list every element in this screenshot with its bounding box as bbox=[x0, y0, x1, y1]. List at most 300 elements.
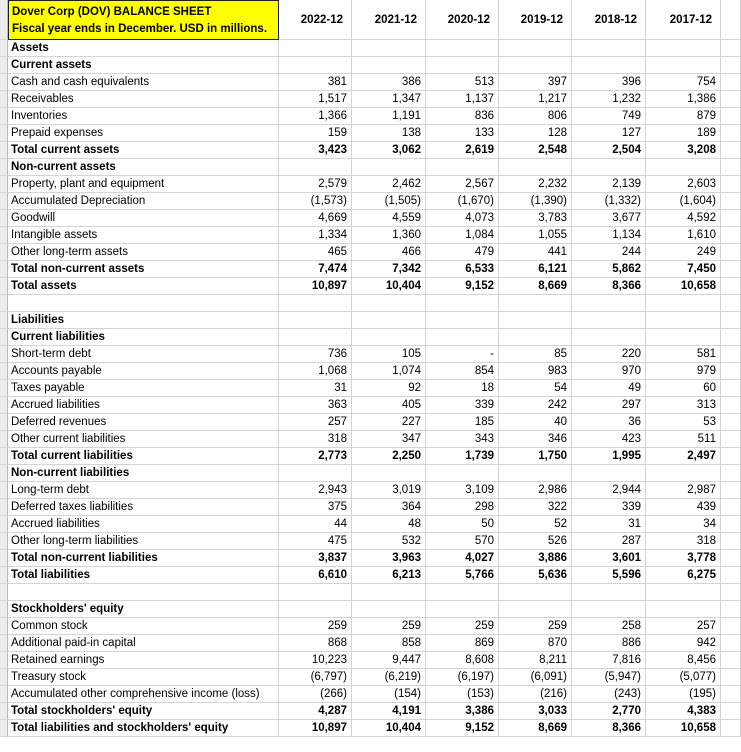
value-cell[interactable]: 983 bbox=[499, 363, 572, 380]
value-cell[interactable]: 4,383 bbox=[646, 703, 721, 720]
row-header[interactable] bbox=[0, 0, 8, 40]
value-cell[interactable]: 257 bbox=[279, 414, 352, 431]
value-cell[interactable]: 465 bbox=[279, 244, 352, 261]
value-cell[interactable]: 2,139 bbox=[572, 176, 646, 193]
value-cell[interactable]: 50 bbox=[426, 516, 499, 533]
value-cell[interactable] bbox=[646, 465, 721, 482]
year-header-2020[interactable]: 2020-12 bbox=[426, 0, 499, 40]
value-cell[interactable]: 886 bbox=[572, 635, 646, 652]
value-cell[interactable]: 3,208 bbox=[646, 142, 721, 159]
value-cell[interactable]: 3,886 bbox=[499, 550, 572, 567]
row-label-cell[interactable]: Accrued liabilities bbox=[8, 516, 279, 533]
row-header[interactable] bbox=[0, 720, 8, 737]
value-cell[interactable] bbox=[499, 57, 572, 74]
row-label-cell[interactable]: Intangible assets bbox=[8, 227, 279, 244]
value-cell[interactable]: 423 bbox=[572, 431, 646, 448]
value-cell[interactable]: (5,077) bbox=[646, 669, 721, 686]
empty-cell[interactable] bbox=[721, 91, 741, 108]
value-cell[interactable]: 1,610 bbox=[646, 227, 721, 244]
empty-cell[interactable] bbox=[721, 176, 741, 193]
value-cell[interactable] bbox=[352, 329, 426, 346]
value-cell[interactable] bbox=[426, 312, 499, 329]
value-cell[interactable]: 869 bbox=[426, 635, 499, 652]
value-cell[interactable]: 854 bbox=[426, 363, 499, 380]
value-cell[interactable]: 2,462 bbox=[352, 176, 426, 193]
value-cell[interactable]: 397 bbox=[499, 74, 572, 91]
row-label-cell[interactable]: Other long-term liabilities bbox=[8, 533, 279, 550]
row-header[interactable] bbox=[0, 74, 8, 91]
value-cell[interactable] bbox=[646, 40, 721, 57]
value-cell[interactable] bbox=[499, 601, 572, 618]
value-cell[interactable]: 3,423 bbox=[279, 142, 352, 159]
row-header[interactable] bbox=[0, 584, 8, 601]
value-cell[interactable]: 1,055 bbox=[499, 227, 572, 244]
empty-cell[interactable] bbox=[721, 261, 741, 278]
value-cell[interactable]: 297 bbox=[572, 397, 646, 414]
empty-cell[interactable] bbox=[721, 244, 741, 261]
value-cell[interactable] bbox=[279, 295, 352, 312]
value-cell[interactable]: 364 bbox=[352, 499, 426, 516]
value-cell[interactable]: 1,334 bbox=[279, 227, 352, 244]
empty-cell[interactable] bbox=[721, 635, 741, 652]
empty-cell[interactable] bbox=[721, 210, 741, 227]
row-label-cell[interactable]: Liabilities bbox=[8, 312, 279, 329]
value-cell[interactable]: (1,573) bbox=[279, 193, 352, 210]
row-label-cell[interactable]: Accumulated other comprehensive income (loss) bbox=[8, 686, 279, 703]
row-label-cell[interactable]: Accounts payable bbox=[8, 363, 279, 380]
value-cell[interactable] bbox=[572, 584, 646, 601]
value-cell[interactable]: 7,474 bbox=[279, 261, 352, 278]
value-cell[interactable]: 4,027 bbox=[426, 550, 499, 567]
empty-cell[interactable] bbox=[721, 159, 741, 176]
value-cell[interactable]: (6,091) bbox=[499, 669, 572, 686]
row-label-cell[interactable]: Long-term debt bbox=[8, 482, 279, 499]
value-cell[interactable]: (6,197) bbox=[426, 669, 499, 686]
value-cell[interactable]: 8,366 bbox=[572, 278, 646, 295]
value-cell[interactable]: 6,610 bbox=[279, 567, 352, 584]
row-label-cell[interactable]: Total current liabilities bbox=[8, 448, 279, 465]
value-cell[interactable]: 1,137 bbox=[426, 91, 499, 108]
value-cell[interactable]: 3,677 bbox=[572, 210, 646, 227]
value-cell[interactable]: 441 bbox=[499, 244, 572, 261]
value-cell[interactable] bbox=[572, 601, 646, 618]
value-cell[interactable] bbox=[352, 57, 426, 74]
empty-cell[interactable] bbox=[721, 227, 741, 244]
value-cell[interactable]: 479 bbox=[426, 244, 499, 261]
value-cell[interactable]: 10,223 bbox=[279, 652, 352, 669]
value-cell[interactable]: 128 bbox=[499, 125, 572, 142]
value-cell[interactable] bbox=[279, 465, 352, 482]
value-cell[interactable] bbox=[279, 329, 352, 346]
value-cell[interactable] bbox=[279, 312, 352, 329]
value-cell[interactable]: 8,211 bbox=[499, 652, 572, 669]
row-label-cell[interactable] bbox=[8, 584, 279, 601]
value-cell[interactable]: 347 bbox=[352, 431, 426, 448]
year-header-2018[interactable]: 2018-12 bbox=[572, 0, 646, 40]
value-cell[interactable]: 2,603 bbox=[646, 176, 721, 193]
value-cell[interactable]: 581 bbox=[646, 346, 721, 363]
value-cell[interactable] bbox=[572, 295, 646, 312]
value-cell[interactable]: 2,497 bbox=[646, 448, 721, 465]
value-cell[interactable] bbox=[646, 312, 721, 329]
value-cell[interactable]: 6,275 bbox=[646, 567, 721, 584]
value-cell[interactable]: 259 bbox=[499, 618, 572, 635]
value-cell[interactable]: 259 bbox=[279, 618, 352, 635]
value-cell[interactable] bbox=[426, 159, 499, 176]
value-cell[interactable]: 3,963 bbox=[352, 550, 426, 567]
value-cell[interactable]: 1,995 bbox=[572, 448, 646, 465]
value-cell[interactable]: 4,287 bbox=[279, 703, 352, 720]
empty-cell[interactable] bbox=[721, 57, 741, 74]
value-cell[interactable] bbox=[426, 601, 499, 618]
value-cell[interactable]: 105 bbox=[352, 346, 426, 363]
value-cell[interactable]: 870 bbox=[499, 635, 572, 652]
value-cell[interactable] bbox=[426, 584, 499, 601]
value-cell[interactable]: (6,797) bbox=[279, 669, 352, 686]
empty-cell[interactable] bbox=[721, 329, 741, 346]
empty-cell[interactable] bbox=[721, 312, 741, 329]
value-cell[interactable]: 806 bbox=[499, 108, 572, 125]
value-cell[interactable]: 339 bbox=[572, 499, 646, 516]
value-cell[interactable] bbox=[352, 295, 426, 312]
row-header[interactable] bbox=[0, 329, 8, 346]
value-cell[interactable] bbox=[279, 159, 352, 176]
value-cell[interactable]: (243) bbox=[572, 686, 646, 703]
value-cell[interactable] bbox=[426, 40, 499, 57]
value-cell[interactable]: 52 bbox=[499, 516, 572, 533]
row-header[interactable] bbox=[0, 193, 8, 210]
row-label-cell[interactable]: Prepaid expenses bbox=[8, 125, 279, 142]
value-cell[interactable]: 570 bbox=[426, 533, 499, 550]
row-header[interactable] bbox=[0, 414, 8, 431]
year-header-2021[interactable]: 2021-12 bbox=[352, 0, 426, 40]
value-cell[interactable]: 313 bbox=[646, 397, 721, 414]
row-header[interactable] bbox=[0, 652, 8, 669]
value-cell[interactable]: 1,386 bbox=[646, 91, 721, 108]
row-header[interactable] bbox=[0, 635, 8, 652]
value-cell[interactable]: 138 bbox=[352, 125, 426, 142]
row-label-cell[interactable]: Taxes payable bbox=[8, 380, 279, 397]
empty-cell[interactable] bbox=[721, 295, 741, 312]
value-cell[interactable]: 8,366 bbox=[572, 720, 646, 737]
value-cell[interactable]: 189 bbox=[646, 125, 721, 142]
row-header[interactable] bbox=[0, 669, 8, 686]
value-cell[interactable]: 343 bbox=[426, 431, 499, 448]
value-cell[interactable]: 979 bbox=[646, 363, 721, 380]
value-cell[interactable]: 1,232 bbox=[572, 91, 646, 108]
value-cell[interactable]: 10,658 bbox=[646, 720, 721, 737]
value-cell[interactable]: (266) bbox=[279, 686, 352, 703]
value-cell[interactable]: (5,947) bbox=[572, 669, 646, 686]
row-label-cell[interactable]: Deferred revenues bbox=[8, 414, 279, 431]
value-cell[interactable]: 2,770 bbox=[572, 703, 646, 720]
value-cell[interactable]: 259 bbox=[426, 618, 499, 635]
value-cell[interactable]: (1,332) bbox=[572, 193, 646, 210]
value-cell[interactable] bbox=[499, 465, 572, 482]
value-cell[interactable]: 242 bbox=[499, 397, 572, 414]
value-cell[interactable]: 31 bbox=[572, 516, 646, 533]
value-cell[interactable] bbox=[426, 465, 499, 482]
empty-cell[interactable] bbox=[721, 74, 741, 91]
value-cell[interactable]: 439 bbox=[646, 499, 721, 516]
value-cell[interactable]: 749 bbox=[572, 108, 646, 125]
row-header[interactable] bbox=[0, 261, 8, 278]
value-cell[interactable]: 6,533 bbox=[426, 261, 499, 278]
value-cell[interactable]: 40 bbox=[499, 414, 572, 431]
empty-cell[interactable] bbox=[721, 686, 741, 703]
value-cell[interactable] bbox=[646, 159, 721, 176]
empty-cell[interactable] bbox=[721, 601, 741, 618]
row-label-cell[interactable]: Other long-term assets bbox=[8, 244, 279, 261]
value-cell[interactable] bbox=[499, 40, 572, 57]
empty-cell[interactable] bbox=[721, 703, 741, 720]
row-header[interactable] bbox=[0, 91, 8, 108]
value-cell[interactable]: 9,152 bbox=[426, 720, 499, 737]
row-label-cell[interactable]: Retained earnings bbox=[8, 652, 279, 669]
value-cell[interactable]: 5,636 bbox=[499, 567, 572, 584]
value-cell[interactable]: 511 bbox=[646, 431, 721, 448]
row-header[interactable] bbox=[0, 278, 8, 295]
value-cell[interactable] bbox=[279, 601, 352, 618]
value-cell[interactable]: 53 bbox=[646, 414, 721, 431]
value-cell[interactable]: 4,592 bbox=[646, 210, 721, 227]
value-cell[interactable] bbox=[499, 584, 572, 601]
value-cell[interactable]: 54 bbox=[499, 380, 572, 397]
value-cell[interactable]: 3,837 bbox=[279, 550, 352, 567]
row-label-cell[interactable]: Total non-current assets bbox=[8, 261, 279, 278]
value-cell[interactable]: 10,404 bbox=[352, 720, 426, 737]
row-header[interactable] bbox=[0, 465, 8, 482]
value-cell[interactable]: 754 bbox=[646, 74, 721, 91]
value-cell[interactable]: 318 bbox=[646, 533, 721, 550]
value-cell[interactable]: 405 bbox=[352, 397, 426, 414]
value-cell[interactable] bbox=[572, 465, 646, 482]
value-cell[interactable] bbox=[646, 329, 721, 346]
value-cell[interactable]: (1,505) bbox=[352, 193, 426, 210]
empty-cell[interactable] bbox=[721, 380, 741, 397]
row-header[interactable] bbox=[0, 380, 8, 397]
row-header[interactable] bbox=[0, 40, 8, 57]
row-header[interactable] bbox=[0, 363, 8, 380]
value-cell[interactable] bbox=[499, 329, 572, 346]
value-cell[interactable]: 2,944 bbox=[572, 482, 646, 499]
row-header[interactable] bbox=[0, 618, 8, 635]
value-cell[interactable]: 257 bbox=[646, 618, 721, 635]
value-cell[interactable]: (195) bbox=[646, 686, 721, 703]
value-cell[interactable]: 249 bbox=[646, 244, 721, 261]
row-label-cell[interactable] bbox=[8, 295, 279, 312]
value-cell[interactable]: 7,816 bbox=[572, 652, 646, 669]
value-cell[interactable]: 34 bbox=[646, 516, 721, 533]
row-label-cell[interactable]: Total non-current liabilities bbox=[8, 550, 279, 567]
value-cell[interactable] bbox=[352, 312, 426, 329]
value-cell[interactable]: 127 bbox=[572, 125, 646, 142]
value-cell[interactable] bbox=[572, 312, 646, 329]
empty-cell[interactable] bbox=[721, 108, 741, 125]
empty-cell[interactable] bbox=[721, 567, 741, 584]
value-cell[interactable]: 381 bbox=[279, 74, 352, 91]
value-cell[interactable]: 36 bbox=[572, 414, 646, 431]
row-label-cell[interactable]: Stockholders' equity bbox=[8, 601, 279, 618]
value-cell[interactable]: 60 bbox=[646, 380, 721, 397]
value-cell[interactable]: 3,601 bbox=[572, 550, 646, 567]
value-cell[interactable]: 346 bbox=[499, 431, 572, 448]
value-cell[interactable] bbox=[572, 329, 646, 346]
value-cell[interactable]: 159 bbox=[279, 125, 352, 142]
empty-cell[interactable] bbox=[721, 516, 741, 533]
value-cell[interactable] bbox=[352, 601, 426, 618]
row-label-cell[interactable]: Goodwill bbox=[8, 210, 279, 227]
value-cell[interactable]: 18 bbox=[426, 380, 499, 397]
empty-cell[interactable] bbox=[721, 618, 741, 635]
value-cell[interactable]: 1,347 bbox=[352, 91, 426, 108]
value-cell[interactable] bbox=[646, 57, 721, 74]
value-cell[interactable] bbox=[279, 57, 352, 74]
value-cell[interactable]: 1,750 bbox=[499, 448, 572, 465]
value-cell[interactable]: 3,019 bbox=[352, 482, 426, 499]
value-cell[interactable]: 526 bbox=[499, 533, 572, 550]
row-label-cell[interactable]: Total liabilities and stockholders' equity bbox=[8, 720, 279, 737]
row-header[interactable] bbox=[0, 431, 8, 448]
value-cell[interactable] bbox=[426, 57, 499, 74]
row-header[interactable] bbox=[0, 516, 8, 533]
value-cell[interactable]: (154) bbox=[352, 686, 426, 703]
row-label-cell[interactable]: Cash and cash equivalents bbox=[8, 74, 279, 91]
value-cell[interactable]: 1,084 bbox=[426, 227, 499, 244]
value-cell[interactable]: 836 bbox=[426, 108, 499, 125]
row-header[interactable] bbox=[0, 142, 8, 159]
value-cell[interactable] bbox=[499, 295, 572, 312]
row-header[interactable] bbox=[0, 550, 8, 567]
value-cell[interactable]: 3,033 bbox=[499, 703, 572, 720]
value-cell[interactable]: 942 bbox=[646, 635, 721, 652]
value-cell[interactable]: 8,669 bbox=[499, 720, 572, 737]
value-cell[interactable]: 3,778 bbox=[646, 550, 721, 567]
value-cell[interactable]: 9,152 bbox=[426, 278, 499, 295]
value-cell[interactable]: 858 bbox=[352, 635, 426, 652]
value-cell[interactable]: 318 bbox=[279, 431, 352, 448]
row-label-cell[interactable]: Property, plant and equipment bbox=[8, 176, 279, 193]
row-header[interactable] bbox=[0, 448, 8, 465]
row-header[interactable] bbox=[0, 159, 8, 176]
row-label-cell[interactable]: Receivables bbox=[8, 91, 279, 108]
value-cell[interactable]: 1,074 bbox=[352, 363, 426, 380]
value-cell[interactable]: 1,517 bbox=[279, 91, 352, 108]
value-cell[interactable]: 3,783 bbox=[499, 210, 572, 227]
empty-cell[interactable] bbox=[721, 550, 741, 567]
empty-cell[interactable] bbox=[721, 448, 741, 465]
value-cell[interactable] bbox=[646, 601, 721, 618]
value-cell[interactable]: 2,548 bbox=[499, 142, 572, 159]
value-cell[interactable]: 868 bbox=[279, 635, 352, 652]
value-cell[interactable]: (1,670) bbox=[426, 193, 499, 210]
value-cell[interactable]: 879 bbox=[646, 108, 721, 125]
empty-cell[interactable] bbox=[721, 720, 741, 737]
empty-cell[interactable] bbox=[721, 669, 741, 686]
value-cell[interactable]: 92 bbox=[352, 380, 426, 397]
row-label-cell[interactable]: Other current liabilities bbox=[8, 431, 279, 448]
value-cell[interactable]: 4,073 bbox=[426, 210, 499, 227]
row-label-cell[interactable]: Deferred taxes liabilities bbox=[8, 499, 279, 516]
empty-cell[interactable] bbox=[721, 414, 741, 431]
row-label-cell[interactable]: Accumulated Depreciation bbox=[8, 193, 279, 210]
value-cell[interactable]: 1,191 bbox=[352, 108, 426, 125]
value-cell[interactable] bbox=[352, 584, 426, 601]
row-header[interactable] bbox=[0, 295, 8, 312]
row-header[interactable] bbox=[0, 703, 8, 720]
row-label-cell[interactable]: Short-term debt bbox=[8, 346, 279, 363]
value-cell[interactable]: 970 bbox=[572, 363, 646, 380]
value-cell[interactable]: 10,897 bbox=[279, 720, 352, 737]
value-cell[interactable]: 322 bbox=[499, 499, 572, 516]
value-cell[interactable]: 5,862 bbox=[572, 261, 646, 278]
value-cell[interactable]: 8,456 bbox=[646, 652, 721, 669]
value-cell[interactable] bbox=[426, 295, 499, 312]
value-cell[interactable]: 9,447 bbox=[352, 652, 426, 669]
row-header[interactable] bbox=[0, 57, 8, 74]
row-label-cell[interactable]: Assets bbox=[8, 40, 279, 57]
row-label-cell[interactable]: Treasury stock bbox=[8, 669, 279, 686]
row-label-cell[interactable]: Inventories bbox=[8, 108, 279, 125]
row-header[interactable] bbox=[0, 125, 8, 142]
value-cell[interactable]: 1,217 bbox=[499, 91, 572, 108]
value-cell[interactable] bbox=[499, 312, 572, 329]
value-cell[interactable]: 2,619 bbox=[426, 142, 499, 159]
empty-cell[interactable] bbox=[721, 397, 741, 414]
row-header[interactable] bbox=[0, 567, 8, 584]
value-cell[interactable]: 133 bbox=[426, 125, 499, 142]
value-cell[interactable]: 3,109 bbox=[426, 482, 499, 499]
value-cell[interactable]: (153) bbox=[426, 686, 499, 703]
value-cell[interactable]: 10,404 bbox=[352, 278, 426, 295]
row-header[interactable] bbox=[0, 397, 8, 414]
value-cell[interactable] bbox=[572, 57, 646, 74]
value-cell[interactable]: (216) bbox=[499, 686, 572, 703]
value-cell[interactable]: 10,897 bbox=[279, 278, 352, 295]
value-cell[interactable]: 2,579 bbox=[279, 176, 352, 193]
value-cell[interactable]: 466 bbox=[352, 244, 426, 261]
year-header-2019[interactable]: 2019-12 bbox=[499, 0, 572, 40]
value-cell[interactable]: 339 bbox=[426, 397, 499, 414]
row-label-cell[interactable]: Total current assets bbox=[8, 142, 279, 159]
row-label-cell[interactable]: Current assets bbox=[8, 57, 279, 74]
value-cell[interactable]: 7,450 bbox=[646, 261, 721, 278]
row-label-cell[interactable]: Current liabilities bbox=[8, 329, 279, 346]
row-header[interactable] bbox=[0, 601, 8, 618]
value-cell[interactable]: 2,943 bbox=[279, 482, 352, 499]
value-cell[interactable]: 4,559 bbox=[352, 210, 426, 227]
row-header[interactable] bbox=[0, 108, 8, 125]
value-cell[interactable]: 5,766 bbox=[426, 567, 499, 584]
empty-cell[interactable] bbox=[721, 499, 741, 516]
value-cell[interactable]: 48 bbox=[352, 516, 426, 533]
value-cell[interactable]: 475 bbox=[279, 533, 352, 550]
row-label-cell[interactable]: Total stockholders' equity bbox=[8, 703, 279, 720]
value-cell[interactable]: 2,250 bbox=[352, 448, 426, 465]
value-cell[interactable]: 1,366 bbox=[279, 108, 352, 125]
value-cell[interactable] bbox=[646, 584, 721, 601]
value-cell[interactable]: 2,987 bbox=[646, 482, 721, 499]
row-label-cell[interactable]: Accrued liabilities bbox=[8, 397, 279, 414]
value-cell[interactable]: 6,121 bbox=[499, 261, 572, 278]
value-cell[interactable]: 363 bbox=[279, 397, 352, 414]
empty-cell[interactable] bbox=[721, 584, 741, 601]
empty-cell[interactable] bbox=[721, 40, 741, 57]
value-cell[interactable]: 736 bbox=[279, 346, 352, 363]
row-label-cell[interactable]: Non-current assets bbox=[8, 159, 279, 176]
empty-cell[interactable] bbox=[721, 652, 741, 669]
value-cell[interactable] bbox=[279, 40, 352, 57]
